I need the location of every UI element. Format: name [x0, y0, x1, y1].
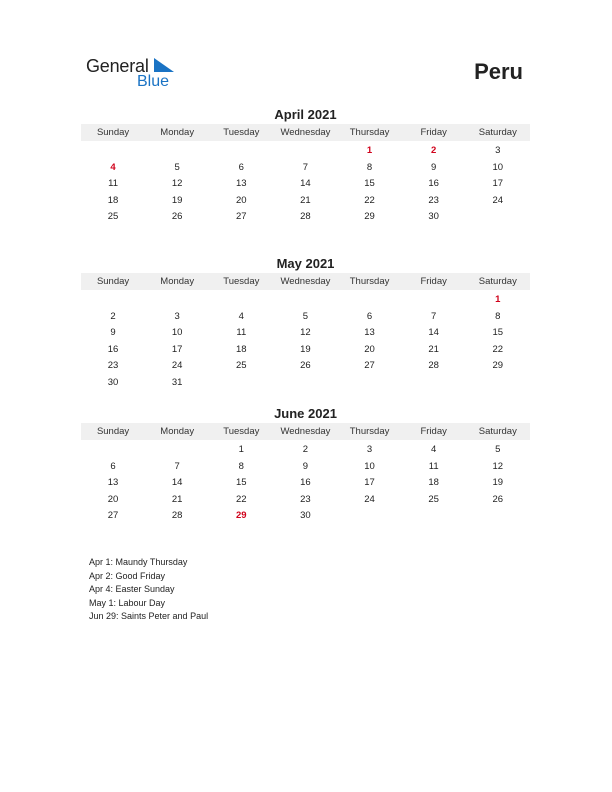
day-cell: 16	[107, 343, 119, 355]
day-cell: 5	[174, 161, 180, 173]
day-cell: 12	[171, 178, 183, 190]
day-cell: 7	[302, 161, 309, 173]
month-title: May 2021	[276, 256, 335, 271]
day-cell: 12	[492, 460, 504, 472]
weekday-label: Tuesday	[223, 276, 260, 287]
month-calendar	[81, 405, 530, 525]
day-cell: 18	[236, 343, 247, 355]
day-cell: 2	[302, 444, 309, 455]
day-cell: 19	[492, 477, 504, 489]
country-title: Peru	[474, 59, 523, 84]
weekday-label: Friday	[420, 276, 447, 287]
day-cell: 11	[236, 327, 247, 339]
month-title: April 2021	[274, 107, 337, 122]
weekday-label: Saturday	[478, 276, 517, 287]
weekday-label: Friday	[420, 127, 447, 138]
weekday-header	[81, 124, 530, 141]
empty-day-cell	[402, 292, 466, 309]
brand-triangle-icon	[154, 58, 176, 74]
month-calendar	[81, 106, 530, 226]
day-cell: 17	[364, 477, 375, 489]
weekday-label: Saturday	[478, 426, 517, 437]
day-cell: 14	[300, 178, 311, 190]
day-cell: 25	[428, 493, 439, 505]
empty-day-cell	[338, 375, 402, 392]
empty-day-cell	[466, 209, 530, 226]
day-cell: 1	[495, 294, 501, 305]
day-cell: 30	[107, 376, 119, 388]
day-cell: 3	[495, 145, 501, 156]
day-grid	[81, 292, 530, 392]
weekday-label: Monday	[160, 276, 195, 287]
day-cell: 29	[364, 211, 375, 223]
day-cell: 30	[428, 211, 439, 223]
day-cell: 20	[364, 343, 375, 355]
day-cell: 3	[174, 310, 180, 322]
holiday-list	[89, 556, 208, 624]
day-cell: 5	[495, 444, 501, 455]
day-cell: 27	[107, 510, 119, 522]
day-cell: 14	[428, 327, 439, 339]
day-cell: 17	[171, 343, 183, 355]
empty-day-cell	[466, 375, 530, 392]
day-cell: 4	[238, 310, 244, 322]
day-cell: 18	[107, 194, 119, 206]
day-cell: 3	[366, 444, 373, 455]
day-cell: 16	[428, 178, 439, 190]
brand-word-general: General	[86, 56, 149, 76]
day-cell: 16	[300, 477, 311, 489]
day-cell: 29	[236, 510, 247, 522]
brand-word-blue: Blue	[137, 73, 170, 90]
empty-day-cell	[273, 375, 337, 392]
day-cell: 5	[302, 310, 309, 322]
day-cell: 10	[364, 460, 375, 472]
day-cell: 9	[302, 460, 309, 472]
day-cell: 20	[107, 493, 119, 505]
weekday-label: Thursday	[349, 426, 390, 437]
empty-day-cell	[402, 508, 466, 525]
day-cell: 24	[171, 360, 183, 372]
empty-day-cell	[402, 375, 466, 392]
day-cell: 15	[236, 477, 247, 489]
day-cell: 13	[364, 327, 375, 339]
holiday-note: Apr 2: Good Friday	[89, 570, 166, 581]
day-cell: 9	[110, 327, 116, 339]
day-cell: 30	[300, 510, 311, 522]
day-cell: 25	[107, 211, 119, 223]
holiday-note: May 1: Labour Day	[89, 597, 166, 608]
day-cell: 1	[238, 444, 244, 455]
empty-day-cell	[81, 442, 145, 459]
day-cell: 21	[300, 194, 311, 206]
weekday-label: Thursday	[349, 127, 390, 138]
day-cell: 27	[364, 360, 375, 372]
month-calendar	[81, 255, 530, 392]
day-grid	[81, 442, 530, 525]
weekday-label: Sunday	[96, 127, 130, 138]
holiday-note: Jun 29: Saints Peter and Paul	[89, 611, 209, 621]
weekday-label: Monday	[160, 127, 195, 138]
weekday-label: Sunday	[96, 426, 130, 437]
holiday-note: Apr 4: Easter Sunday	[89, 584, 175, 594]
weekday-label: Tuesday	[223, 426, 260, 437]
empty-day-cell	[209, 292, 273, 309]
day-cell: 24	[492, 194, 504, 206]
day-cell: 29	[492, 360, 504, 372]
weekday-header	[81, 273, 530, 290]
day-cell: 22	[492, 343, 504, 355]
day-cell: 15	[364, 178, 375, 190]
day-cell: 22	[364, 194, 375, 206]
day-cell: 22	[236, 493, 247, 505]
day-cell: 7	[431, 310, 437, 322]
day-cell: 24	[364, 493, 375, 505]
weekday-label: Wednesday	[280, 276, 331, 287]
empty-day-cell	[273, 143, 337, 160]
day-cell: 31	[171, 376, 183, 388]
day-cell: 25	[236, 360, 247, 372]
day-cell: 13	[107, 477, 119, 489]
weekday-label: Sunday	[96, 276, 130, 287]
empty-day-cell	[338, 292, 402, 309]
empty-day-cell	[209, 143, 273, 160]
day-cell: 20	[236, 194, 247, 206]
day-cell: 8	[495, 310, 501, 322]
weekday-label: Thursday	[349, 276, 390, 287]
day-cell: 23	[107, 360, 119, 372]
weekday-header	[81, 423, 530, 440]
empty-day-cell	[338, 508, 402, 525]
empty-day-cell	[466, 508, 530, 525]
day-cell: 13	[236, 178, 247, 190]
empty-day-cell	[81, 292, 145, 309]
day-cell: 7	[174, 460, 180, 472]
day-cell: 10	[492, 161, 504, 173]
day-cell: 23	[300, 493, 311, 505]
weekday-label: Friday	[420, 426, 447, 437]
day-cell: 12	[300, 327, 311, 339]
day-cell: 26	[492, 493, 504, 505]
day-cell: 2	[431, 145, 437, 156]
day-cell: 15	[492, 327, 504, 339]
day-grid	[81, 143, 530, 226]
day-cell: 21	[171, 493, 183, 505]
day-cell: 26	[171, 211, 183, 223]
day-cell: 8	[238, 460, 244, 472]
day-cell: 17	[492, 178, 504, 190]
day-cell: 4	[431, 444, 437, 455]
day-cell: 28	[300, 211, 311, 223]
month-title: June 2021	[274, 406, 337, 421]
day-cell: 8	[366, 161, 373, 173]
empty-day-cell	[145, 442, 209, 459]
day-cell: 23	[428, 194, 439, 206]
day-cell: 19	[300, 343, 311, 355]
day-cell: 6	[110, 460, 116, 472]
day-cell: 28	[428, 360, 439, 372]
day-cell: 18	[428, 477, 439, 489]
empty-day-cell	[81, 143, 145, 160]
day-cell: 26	[300, 360, 311, 372]
weekday-label: Tuesday	[223, 127, 260, 138]
holiday-note: Apr 1: Maundy Thursday	[89, 557, 188, 567]
weekday-label: Saturday	[478, 127, 517, 138]
day-cell: 4	[110, 161, 116, 173]
day-cell: 19	[171, 194, 183, 206]
day-cell: 10	[171, 327, 183, 339]
day-cell: 28	[171, 510, 183, 522]
empty-day-cell	[273, 292, 337, 309]
day-cell: 27	[236, 211, 247, 223]
day-cell: 11	[108, 178, 118, 190]
empty-day-cell	[145, 143, 209, 160]
empty-day-cell	[145, 292, 209, 309]
day-cell: 6	[238, 161, 244, 173]
day-cell: 2	[110, 310, 116, 322]
empty-day-cell	[209, 375, 273, 392]
brand-logo	[86, 56, 186, 96]
day-cell: 1	[366, 145, 373, 156]
weekday-label: Wednesday	[280, 127, 331, 138]
day-cell: 11	[428, 460, 439, 472]
weekday-label: Wednesday	[280, 426, 331, 437]
weekday-label: Monday	[160, 426, 195, 437]
day-cell: 9	[431, 161, 437, 173]
day-cell: 6	[366, 310, 373, 322]
day-cell: 14	[171, 477, 183, 489]
day-cell: 21	[428, 343, 439, 355]
